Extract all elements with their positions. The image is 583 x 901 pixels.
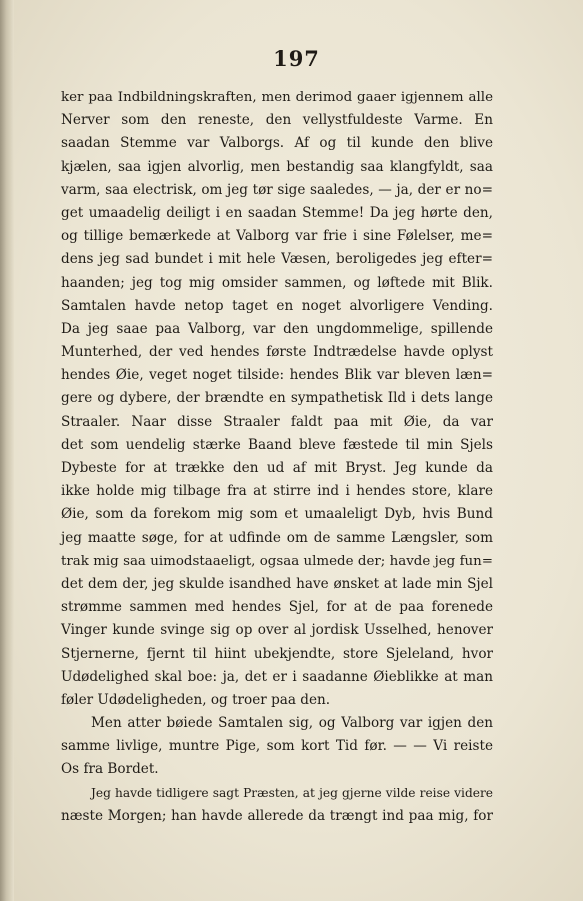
- text-line: strømme sammen med hendes Sjel, for at de paa forenede: [61, 599, 493, 616]
- text-line: Øie, som da forekom mig som et umaaleligt Dyb, hvis Bund: [61, 506, 493, 523]
- text-line: Nerver som den reneste, den vellystfuldeste Varme. En: [61, 112, 493, 129]
- text-line: saadan Stemme var Valborgs. Af og til kunde den blive: [61, 135, 493, 152]
- text-line: og tillige bemærkede at Valborg var frie i sine Følelser, me=: [61, 228, 493, 245]
- text-line: gere og dybere, der brændte en sympathetisk Ild i dets lange: [61, 390, 493, 407]
- text-line: Udødelighed skal boe: ja, det er i saadanne Øieblikke at man: [61, 668, 493, 685]
- text-line: Men atter bøiede Samtalen sig, og Valborg var igjen den: [91, 715, 493, 732]
- text-line: ker paa Indbildningskraften, men derimod gaaer igjennem alle: [61, 90, 493, 105]
- text-line: Samtalen havde netop taget en noget alvorligere Vending.: [61, 297, 493, 314]
- text-line: trak mig saa uimodstaaeligt, ogsaa ulmede der; havde jeg fun=: [61, 553, 493, 569]
- text-line: Straaler. Naar disse Straaler faldt paa mit Øie, da var: [61, 413, 493, 430]
- text-line: samme livlige, muntre Pige, som kort Tid før. — — Vi reiste: [61, 738, 493, 755]
- text-line: ikke holde mig tilbage fra at stirre ind i hendes store, klare: [61, 483, 493, 500]
- text-line: hendes Øie, veget noget tilside: hendes Blik var bleven læn=: [61, 367, 493, 384]
- text-line: kjælen, saa igjen alvorlig, men bestandig saa klangfyldt, saa: [61, 158, 493, 175]
- text-line: varm, saa electrisk, om jeg tør sige saaledes, — ja, der er no=: [61, 181, 493, 198]
- text-line: Dybeste for at trække den ud af mit Bryst. Jeg kunde da: [61, 460, 493, 476]
- text-line: Munterhed, der ved hendes første Indtrædelse havde oplyst: [61, 344, 493, 361]
- text-line: dens jeg sad bundet i mit hele Væsen, beroligedes jeg efter=: [61, 251, 493, 268]
- text-line: Jeg havde tidligere sagt Præsten, at jeg gjerne vilde reise videre: [91, 785, 493, 800]
- text-line: det som uendelig stærke Baand bleve fæstede til min Sjels: [61, 436, 493, 453]
- text-line: Da jeg saae paa Valborg, var den ungdommelige, spillende: [61, 320, 493, 337]
- text-line: Os fra Bordet.: [61, 761, 159, 778]
- text-line: haanden; jeg tog mig omsider sammen, og løftede mit Blik.: [61, 274, 493, 291]
- page-gutter-shadow: [0, 0, 14, 901]
- text-line: get umaadelig deiligt i en saadan Stemme! Da jeg hørte den,: [61, 204, 493, 221]
- text-line: næste Morgen; han havde allerede da trængt ind paa mig, for: [61, 807, 493, 824]
- text-line: jeg maatte søge, for at udfinde om de samme Længsler, som: [61, 529, 493, 546]
- text-line: føler Udødeligheden, og troer paa den.: [61, 691, 331, 708]
- text-line: Stjernerne, fjernt til hiint ubekjendte, store Sjeleland, hvor: [61, 645, 493, 662]
- page-number: 197: [273, 46, 320, 71]
- text-line: Vinger kunde svinge sig op over al jordisk Usselhed, henover: [61, 622, 493, 639]
- body-text: [61, 86, 493, 828]
- text-line: det dem der, jeg skulde isandhed have ønsket at lade min Sjel: [61, 575, 493, 592]
